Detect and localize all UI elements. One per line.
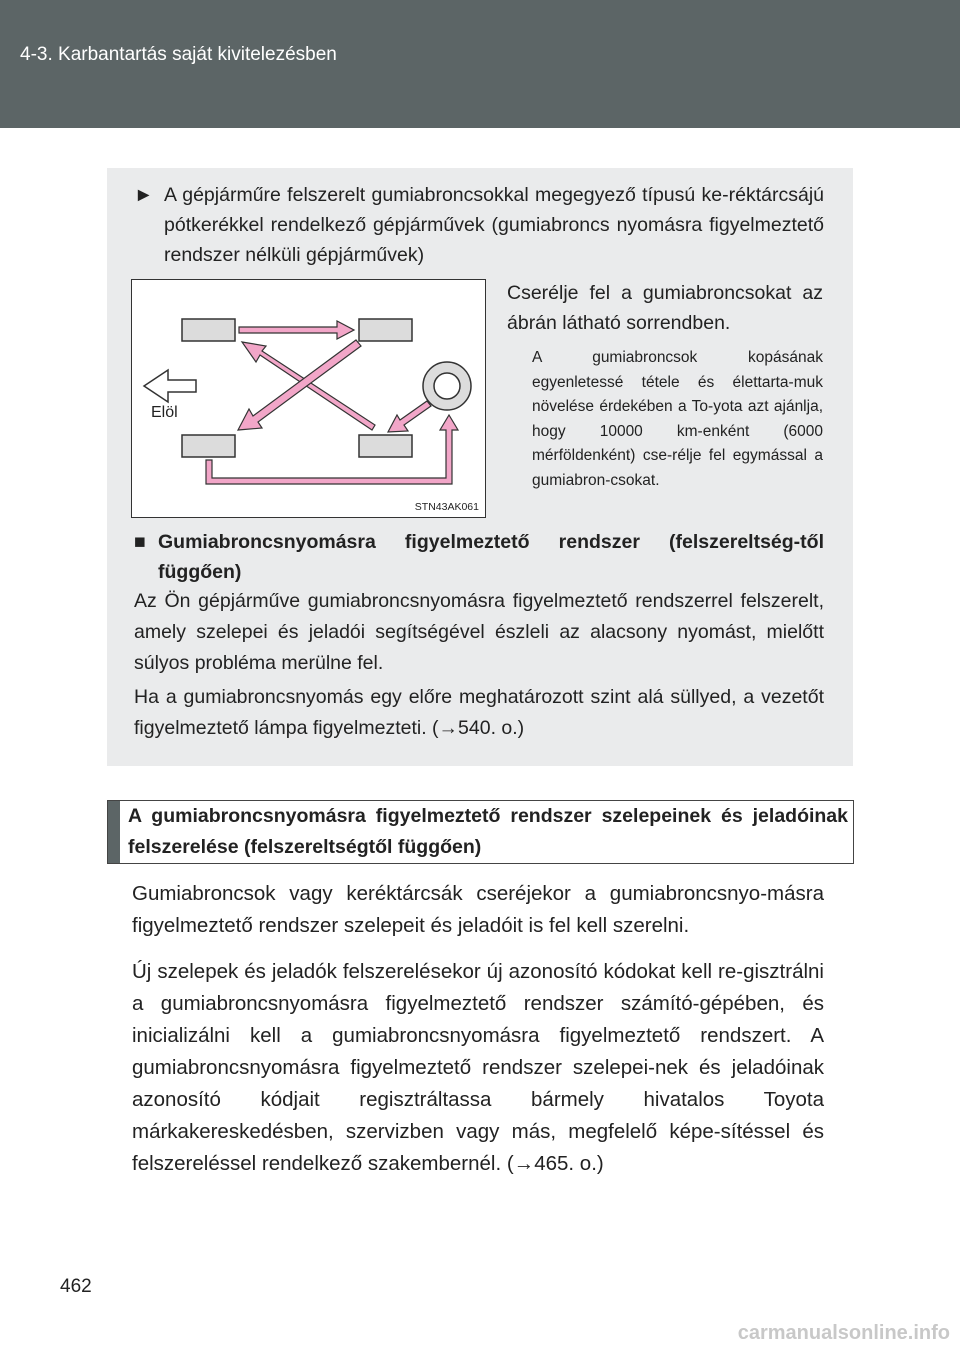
tpms-description: Az Ön gépjárműve gumiabroncsnyomásra figyelmeztető rendszerrel felszerelt, amely szelepei és jeladói segítségével észleli az alacsony nyomást, mielőtt súlyos probléma merülne fel. bbox=[134, 590, 824, 674]
rotation-arrow-fl-to-fr bbox=[239, 321, 354, 339]
rotation-note: A gumiabroncsok kopásának egyenletessé tétele és élettarta-muk növelése érdekében a To-yota azt ajánlja, hogy 10000 km-enként (6000 mérföldenként) cse-rélje fel egymással a gumiabron-csokat. bbox=[532, 349, 823, 489]
tpms-subheading bbox=[134, 527, 824, 587]
front-left-tire bbox=[182, 319, 235, 341]
front-direction-arrow-icon bbox=[144, 370, 196, 402]
page-number: 462 bbox=[60, 1276, 92, 1297]
section-heading-box bbox=[107, 800, 854, 864]
body-paragraph-1: Gumiabroncsok vagy keréktárcsák cseréjekor a gumiabroncsnyo-másra figyelmeztető rendszer szelepeit és jeladóit is fel kell szerelni. bbox=[132, 882, 824, 937]
section-heading-bar bbox=[108, 801, 120, 863]
rotation-diagram-graphic bbox=[132, 280, 485, 517]
front-label: Elöl bbox=[151, 404, 178, 421]
rear-left-tire bbox=[182, 435, 235, 457]
spare-tire-hub bbox=[434, 373, 460, 399]
section-heading: A gumiabroncsnyomásra figyelmeztető rendszer szelepeinek és jeladóinak felszerelése (felszereltségtől függően) bbox=[128, 805, 848, 858]
vehicle-type-text: A gépjárműre felszerelt gumiabroncsokkal megegyező típusú ke-réktárcsájú pótkerékkel rendelkező gépjárművek (gumiabroncs nyomásra figyelmeztető rendszer nélküli gépjárművek) bbox=[164, 184, 824, 266]
square-bullet-icon: ■ bbox=[134, 531, 146, 553]
tire-rotation-diagram bbox=[131, 279, 486, 518]
body-paragraph-2: Új szelepek és jeladók felszerelésekor új azonosító kódokat kell re-gisztrálni a gumiabroncsnyomásra figyelmeztető rendszer számító-gépében, és inicializálni kell a gumiabroncsnyomásra figyelmeztető rendszert. A gumiabroncsnyomásra figyelmeztető rendszer szelepei-nek és jeladóinak azonosító kódjait regisztráltassa bármely hivatalos Toyota márkakereskedésben, szervizben vagy más, megfelelő képe-sítéssel és felszereléssel rendelkező szakembernél. (→465. o.) bbox=[132, 960, 824, 1175]
vehicle-type-item bbox=[134, 180, 824, 270]
rotation-instruction: Cserélje fel a gumiabroncsokat az ábrán látható sorrendben. bbox=[507, 282, 823, 334]
watermark: carmanualsonline.info bbox=[737, 1322, 950, 1344]
rotation-arrow-spare-to-rr bbox=[388, 401, 431, 432]
figure-code: STN43AK061 bbox=[414, 501, 479, 513]
triangle-bullet-icon: ► bbox=[134, 184, 154, 206]
page-header bbox=[0, 0, 960, 128]
rear-right-tire bbox=[359, 435, 412, 457]
tpms-warning-text: Ha a gumiabroncsnyomás egy előre meghatározott szint alá süllyed, a vezetőt figyelmeztető lámpa figyelmezteti. (→540. o.) bbox=[134, 686, 824, 739]
front-right-tire bbox=[359, 319, 412, 341]
tpms-subheading-text: Gumiabroncsnyomásra figyelmeztető rendszer (felszereltség-től függően) bbox=[158, 531, 824, 583]
section-title: 4-3. Karbantartás saját kivitelezésben bbox=[20, 44, 337, 65]
